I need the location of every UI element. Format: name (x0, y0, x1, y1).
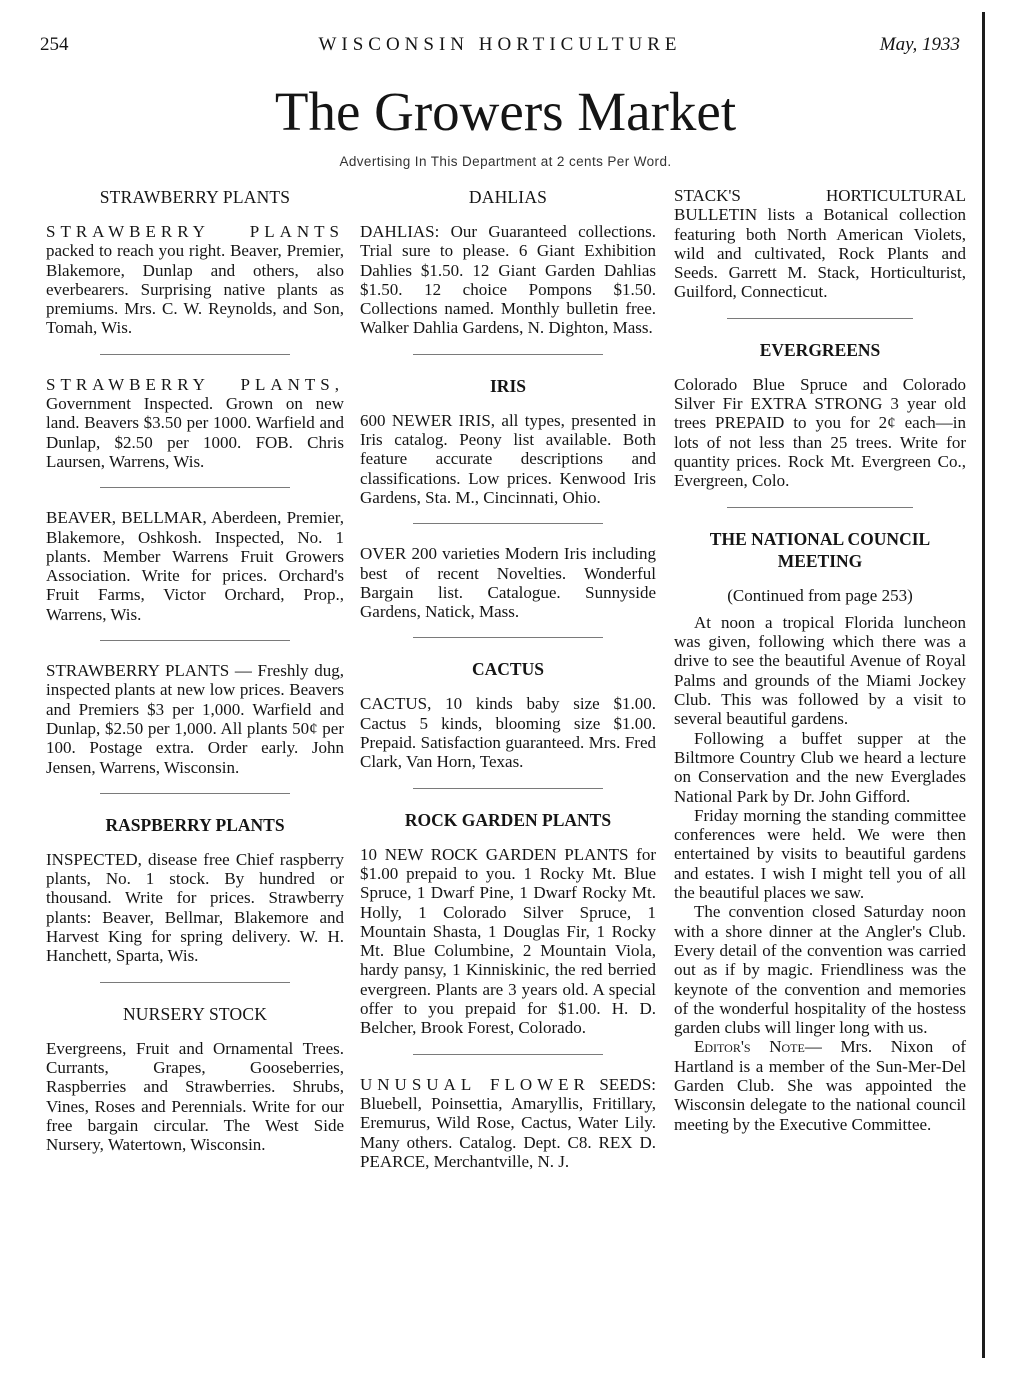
ad-body: Evergreens, Fruit and Ornamental Trees. Currants, Grapes, Gooseberries, Raspberries and Strawberries. Shrubs, Vines, Roses and Perennials. Write for our free bargain circular. The West Side Nursery, Watertown, Wisconsin. (46, 1038, 344, 1155)
ad-lead: STRAWBERRY PLANTS, (46, 374, 344, 394)
ad-raspberry-plants (46, 814, 344, 966)
ad-heading: NURSERY STOCK (122, 1003, 268, 1024)
section-title: The Growers Market (274, 81, 737, 142)
article-paragraph: Friday morning the standing committee conferences were held. We were then entertained by visits to beautiful gardens and estates. I wish I might tell you of all the beautiful places we saw. (674, 805, 966, 903)
ad-body: DAHLIAS: Our Guaranteed collections. Trial sure to please. 6 Giant Exhibition Dahlies $1.50. 12 Giant Garden Dahlias $1.50. 12 choice Pompons $1.50. Collections named. Monthly bulletin free. Walker Dahlia Gardens, N. Dighton, Mass. (360, 222, 656, 338)
ad-heading: EVERGREENS (759, 339, 881, 360)
ad-heading: CACTUS (472, 659, 544, 680)
column-2 (360, 186, 656, 1171)
column-3 (674, 186, 966, 1134)
ad-nursery-stock (46, 1003, 344, 1155)
ad-cactus (360, 658, 656, 771)
ad-dahlias (360, 186, 656, 338)
ad-strawberry-laursen (46, 375, 344, 471)
ad-stacks-bulletin (674, 186, 966, 302)
editors-note-label: Editor's Note (694, 1037, 805, 1057)
ad-iris-kenwood (360, 375, 656, 507)
section-subtitle: Advertising In This Department at 2 cents Per Word. (339, 154, 672, 169)
ad-iris-sunnyside (360, 544, 656, 621)
ad-body: 10 NEW ROCK GARDEN PLANTS for $1.00 prepaid to you. 1 Rocky Mt. Blue Spruce, 1 Dwarf Pine, 1 Dwarf Rocky Mt. Holly, 1 Colorado Silver Spruce, 1 Mountain Shasta, 1 Douglas Fir, 1 Rocky Mt. Blue Columbine, 2 Mountain Viola, hardy pansy, 1 Kinniskinic, the red berried evergreen. Plants are 3 years old. A special offer to you prepaid for $1.00. H. D. Belcher, Brook Forest, Colorado. (360, 844, 656, 1038)
divider (413, 788, 602, 789)
ad-flower-seeds (360, 1075, 656, 1171)
column-1 (46, 186, 344, 1154)
publication-title: WISCONSIN HORTICULTURE (318, 34, 682, 55)
ad-body: Colorado Blue Spruce and Colorado Silver Fir EXTRA STRONG 3 year old trees PREPAID to you for 2¢ each—in lots of not less than 25 trees. Write for quantity prices. Rock Mt. Evergreen Co., Evergreen, Colo. (674, 374, 966, 491)
divider (413, 523, 602, 524)
divider (727, 318, 914, 319)
ad-lead: UNUSUAL FLOWER (360, 1074, 590, 1094)
divider (100, 640, 291, 641)
page-edge-rule (982, 12, 985, 1358)
divider (100, 793, 291, 794)
ad-body: packed to reach you right. Beaver, Premier, Blakemore, Dunlap and others, also everbearers. Surprising native plants as premiums. Mrs. C. W. Reynolds, and Son, Tomah, Wis. (46, 241, 344, 338)
ad-strawberry-jensen (46, 661, 344, 777)
ad-text (46, 222, 344, 338)
ad-body: 600 NEWER IRIS, all types, presented in Iris catalog. Peony list available. Both feature accurate descriptions and classifications. Low prices. Kenwood Iris Gardens, Sta. M., Cincinnati, Ohio. (360, 410, 656, 507)
ad-text (360, 1075, 656, 1171)
issue-date: May, 1933 (879, 34, 960, 55)
ad-rock-garden-plants (360, 809, 656, 1038)
ad-body: OVER 200 varieties Modern Iris including best of recent Novelties. Wonderful Bargain list. Catalogue. Sunnyside Gardens, Natick, Mass. (360, 544, 656, 622)
editors-note-body: — Mrs. Nixon of Hartland is a member of the Sun-Mer-Del Garden Club. She was appointed the Wisconsin delegate to the national council meeting by the Executive Committee. (674, 1037, 967, 1134)
divider (100, 354, 291, 355)
divider (727, 507, 914, 508)
ad-body: INSPECTED, disease free Chief raspberry plants, No. 1 stock. By hundred or thousand. Write for prices. Strawberry plants: Beaver, Bellmar, Blakemore and Harvest King for spring delivery. W. H. Hanchett, Sparta, Wis. (46, 849, 344, 966)
divider (413, 1054, 602, 1055)
ad-body: BEAVER, BELLMAR, Aberdeen, Premier, Blakemore, Oshkosh. Inspected, No. 1 plants. Member Warrens Fruit Growers Association. Write for prices. Orchard's Fruit Farms, Victor Orchard, Prop., Warrens, Wis. (46, 508, 344, 624)
ad-heading: ROCK GARDEN PLANTS (404, 809, 612, 830)
ad-evergreens (674, 339, 966, 491)
running-header (40, 34, 960, 64)
ad-strawberry-reynolds (46, 186, 344, 338)
ad-body: STACK'S HORTICULTURAL BULLETIN lists a Botanical collection featuring both North American Violets, wild and cultivated, Rock Plants and Seeds. Garrett M. Stack, Horticulturist, Guilford, Connecticut. (674, 186, 966, 302)
ad-text (46, 375, 344, 471)
article-heading: THE NATIONAL COUNCIL MEETING (709, 528, 931, 571)
ad-body: Government Inspected. Grown on new land. Beavers $3.50 per 1000. Warfield and Dunlap, $2.50 per 1000. FOB. Chris Laursen, Warrens, Wis. (46, 394, 344, 471)
ad-body: CACTUS, 10 kinds baby size $1.00. Cactus 5 kinds, blooming size $1.00. Prepaid. Satisfaction guaranteed. Mrs. Fred Clark, Van Horn, Texas. (360, 694, 656, 772)
article-paragraph: The convention closed Saturday noon with a shore dinner at the Angler's Club. Every detail of the convention was carried out as if by magic. Friendliness was the keynote of the convention and memories of the wonderful hospitality of the hostess garden clubs will linger long with us. (674, 902, 966, 1038)
divider (413, 354, 602, 355)
ad-orchards-fruit-farms (46, 508, 344, 624)
page-number: 254 (40, 34, 69, 55)
divider (100, 982, 291, 983)
ad-heading: RASPBERRY PLANTS (105, 814, 285, 835)
ad-heading: DAHLIAS (468, 187, 548, 207)
article-paragraph: Following a buffet supper at the Biltmore Country Club we heard a lecture on Conservation and the new Everglades National Park by Dr. John Gifford. (674, 728, 966, 806)
divider (413, 637, 602, 638)
ad-heading: IRIS (490, 375, 526, 396)
divider (100, 487, 291, 488)
ad-body: SEEDS: Bluebell, Poinsettia, Amaryllis, Fritillary, Eremurus, Wild Rose, Cactus, Water Lily. Many others. Catalog. Dept. C8. REX D. PEARCE, Merchantville, N. J. (360, 1074, 656, 1171)
continued-note: (Continued from page 253) (727, 585, 913, 605)
article-national-council (674, 528, 966, 1134)
article-paragraph: At noon a tropical Florida luncheon was given, following which there was a drive to see the beautiful Avenue of Royal Palms and grounds of the Miami Jockey Club. This was followed by a visit to several beautiful gardens. (674, 612, 966, 729)
ad-lead: STRAWBERRY PLANTS (46, 222, 344, 241)
editors-note (674, 1037, 966, 1133)
ad-body: STRAWBERRY PLANTS — Freshly dug, inspected plants at new low prices. Beavers and Premiers $3 per 1,000. Warfield and Dunlap, $2.50 per 1,000. All plants 50¢ per 100. Postage extra. Order early. John Jensen, Warrens, Wisconsin. (46, 661, 344, 777)
ad-heading: STRAWBERRY PLANTS (99, 187, 291, 207)
